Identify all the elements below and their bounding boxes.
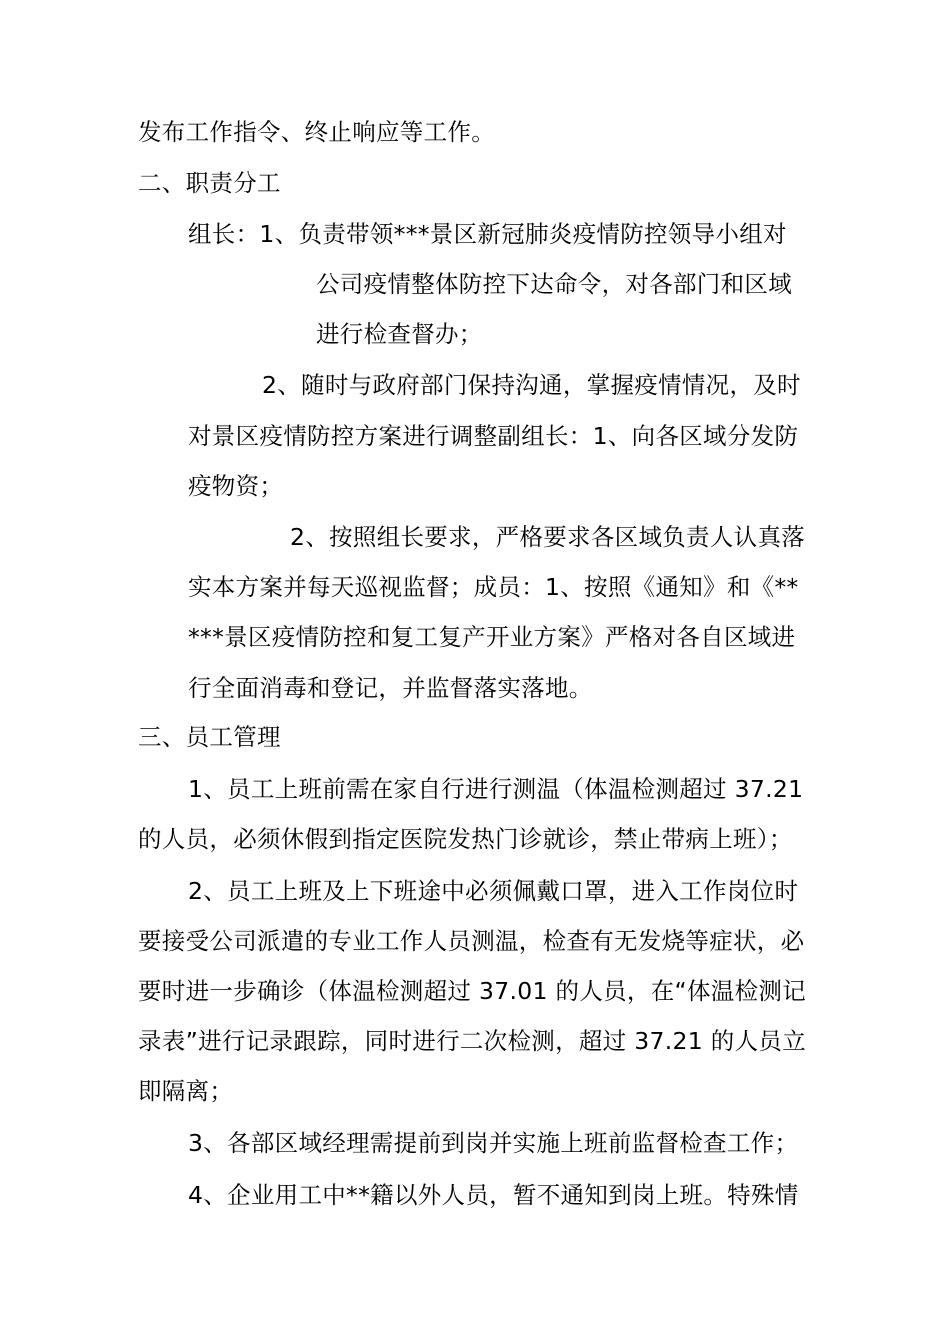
section-heading: 三、员工管理 [138,723,281,751]
paragraph-line: 2、随时与政府部门保持沟通，掌握疫情情况，及时 [262,371,801,399]
paragraph-line: 2、员工上班及上下班途中必须佩戴口罩，进入工作岗位时 [188,877,799,905]
paragraph-line: 1、员工上班前需在家自行进行测温（体温检测超过 37.21 [188,775,804,803]
paragraph-line: 要时进一步确诊（体温检测超过 37.01 的人员，在“体温检测记 [138,977,806,1005]
paragraph-line: 发布工作指令、终止响应等工作。 [138,118,495,146]
paragraph-line: 2、按照组长要求，严格要求各区域负责人认真落 [290,523,806,551]
paragraph-line: 进行检查督办； [316,320,483,348]
paragraph-line: 疫物资； [188,472,284,500]
paragraph-line: 录表”进行记录跟踪，同时进行二次检测，超过 37.21 的人员立 [138,1027,806,1055]
paragraph-line: 实本方案并每天巡视监督；成员：1、按照《通知》和《** [188,573,799,601]
paragraph-line: ***景区疫情防控和复工复产开业方案》严格对各自区域进 [188,623,796,651]
paragraph-line: 4、企业用工中**籍以外人员，暂不通知到岗上班。特殊情 [188,1181,799,1209]
paragraph-line: 的人员，必须休假到指定医院发热门诊就诊，禁止带病上班）； [138,825,793,853]
paragraph-line: 组长：1、负责带领***景区新冠肺炎疫情防控领导小组对 [188,220,787,248]
paragraph-line: 公司疫情整体防控下达命令，对各部门和区域 [316,270,792,298]
section-heading: 二、职责分工 [138,169,281,197]
paragraph-line: 即隔离； [138,1077,234,1105]
paragraph-line: 对景区疫情防控方案进行调整副组长：1、向各区域分发防 [188,422,799,450]
paragraph-line: 3、各部区域经理需提前到岗并实施上班前监督检查工作； [188,1129,799,1157]
paragraph-line: 要接受公司派遣的专业工作人员测温，检查有无发烧等症状，必 [138,927,805,955]
paragraph-line: 行全面消毒和登记，并监督落实落地。 [188,674,593,702]
